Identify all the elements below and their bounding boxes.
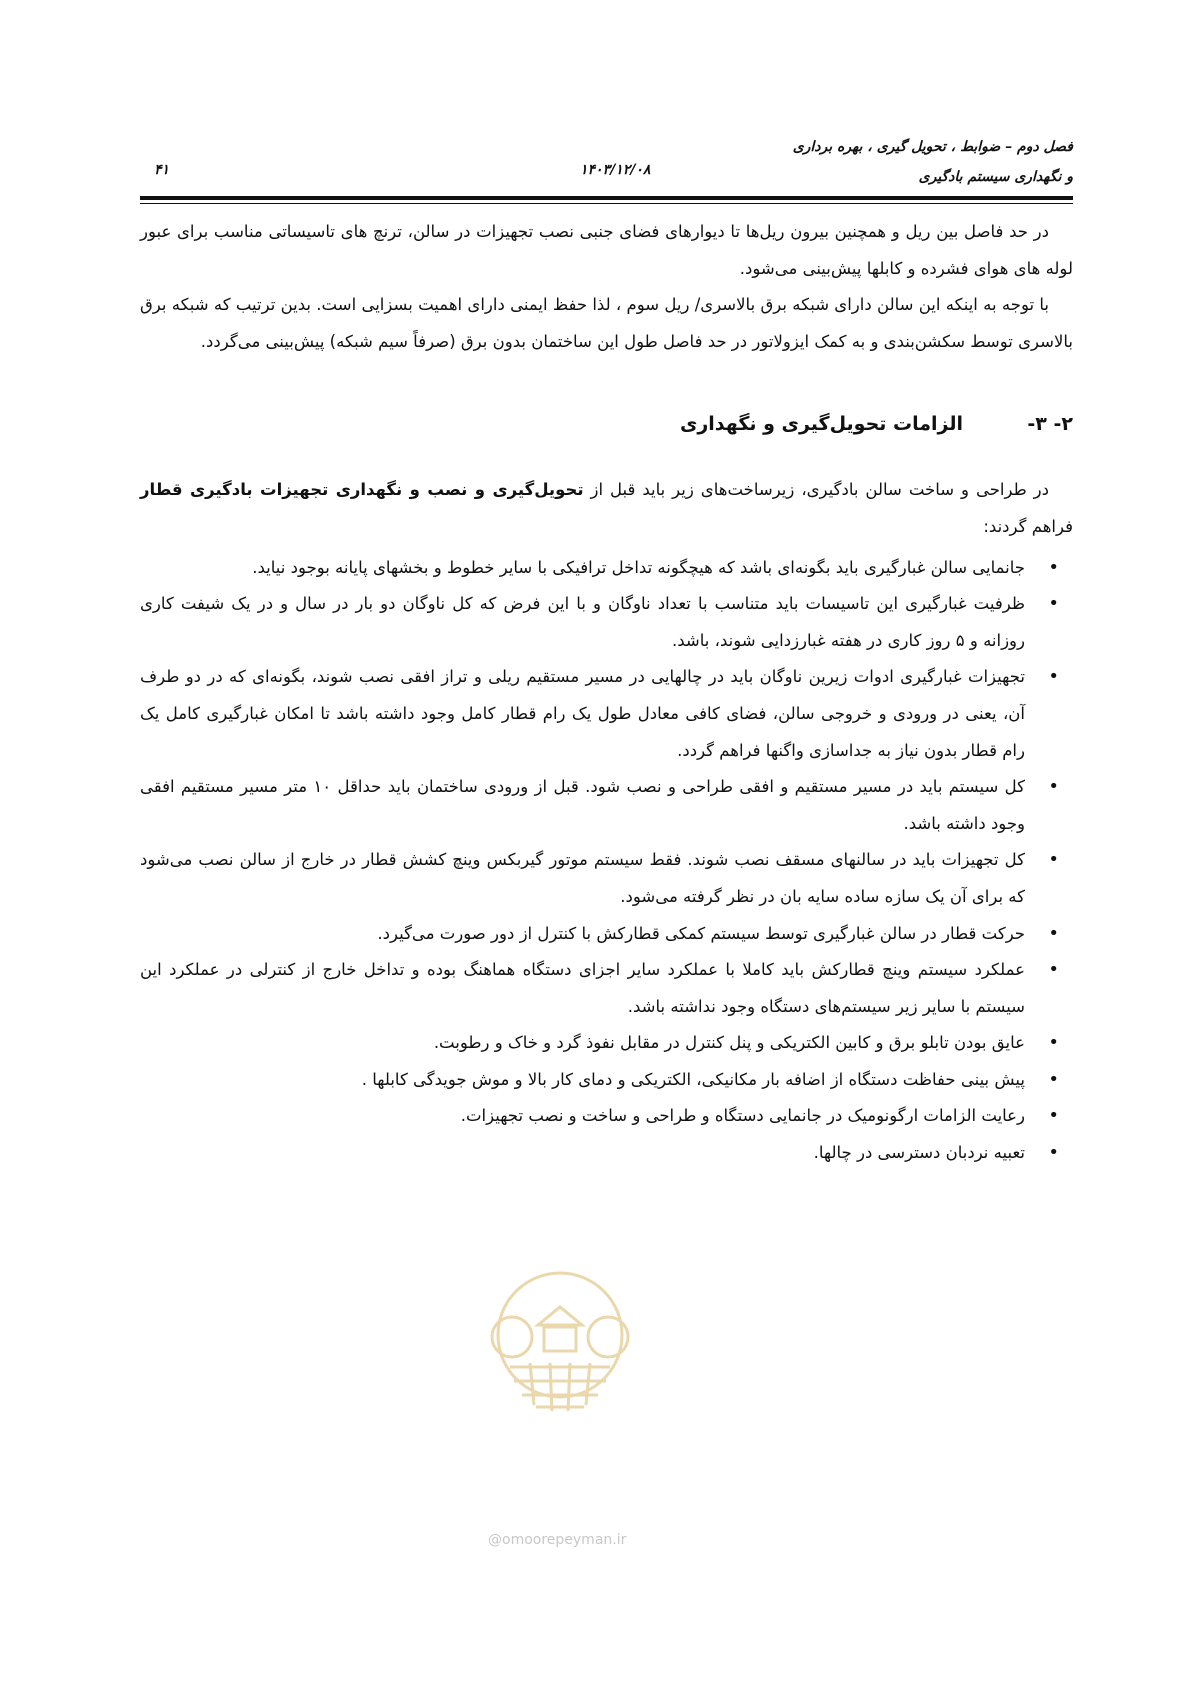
- paragraph-2: با توجه به اینکه این سالن دارای شبکه برق بالاسری/ ریل سوم ، لذا حفظ ایمنی دارای اهمیت بسزایی است. بدین ترتیب که شبکه برق بالاسری توسط سکشن‌بندی و به کمک ایزولاتور در حد فاصل طول این ساختمان بدون برق (صرفاً سیم شبکه) پیش‌بینی می‌گردد.: [140, 295, 1073, 351]
- section-number: ۲- ۳-: [1027, 413, 1073, 436]
- list-item: • تجهیزات غبارگیری ادوات زیرین ناوگان باید در چالهایی در مسیر مستقیم ریلی و تراز افقی نصب شوند، بگونه‌ای که در دو طرف آن، یعنی در ورودی و خروجی سالن، فضای کافی معادل طول یک رام قطار کامل وجود داشته باشد تا امکان غبارگیری کامل یک رام قطار بدون نیاز به جداسازی واگنها فراهم گردد.: [140, 659, 1025, 769]
- watermark-logo: [470, 1255, 650, 1445]
- running-header: [140, 124, 1073, 196]
- body-content: [140, 214, 1073, 1172]
- watermark-ring: [498, 1273, 622, 1397]
- paragraph-1: در حد فاصل بین ریل و همچنین بیرون ریل‌ها تا دیوارهای فضای جنبی نصب تجهیزات در سالن، ترنچ های تاسیساتی مناسب برای عبور لوله های هوای فشرده و کابلها پیش‌بینی می‌شود.: [140, 222, 1073, 278]
- intro-paragraph: [140, 472, 1073, 545]
- list-item: • عایق بودن تابلو برق و کابین الکتریکی و پنل کنترل در مقابل نفوذ گرد و خاک و رطوبت.: [140, 1025, 1025, 1062]
- list-item: • عملکرد سیستم وینچ قطارکش باید کاملا با عملکرد سایر اجزای دستگاه هماهنگ بوده و تداخل خارج از کنترلی در عملکرد این سیستم با سایر زیر سیستم‌های دستگاه وجود نداشته باشد.: [140, 952, 1025, 1025]
- list-item: • تعبیه نردبان دسترسی در چالها.: [140, 1135, 1025, 1172]
- header-title-line1: فصل دوم – ضوابط ، تحویل گیری ، بهره برداری: [792, 139, 1073, 155]
- section-title: الزامات تحویل‌گیری و نگهداری: [679, 413, 963, 436]
- intro-text-before: در طراحی و ساخت سالن بادگیری، زیرساخت‌های زیر باید قبل از: [583, 480, 1049, 500]
- list-item: • کل تجهیزات باید در سالنهای مسقف نصب شوند. فقط سیستم موتور گیربکس وینچ کشش قطار در خارج از سالن نصب می‌شود که برای آن یک سازه ساده سایه بان در نظر گرفته می‌شود.: [140, 842, 1025, 915]
- header-title: [793, 132, 1073, 192]
- requirements-list: [140, 550, 1073, 1172]
- header-rule-thin: [140, 203, 1073, 204]
- list-item: • پیش بینی حفاظت دستگاه از اضافه بار مکانیکی، الکتریکی و دمای کار بالا و موش جویدگی کابلها .: [140, 1062, 1025, 1099]
- list-item: • رعایت الزامات ارگونومیک در جانمایی دستگاه و طراحی و ساخت و نصب تجهیزات.: [140, 1098, 1025, 1135]
- intro-text-after: فراهم گردند:: [983, 516, 1073, 536]
- list-item: • کل سیستم باید در مسیر مستقیم و افقی طراحی و نصب شود. قبل از ورودی ساختمان باید حداقل ۱۰ متر مسیر مستقیم افقی وجود داشته باشد.: [140, 769, 1025, 842]
- page-number: ۴۱: [154, 162, 170, 178]
- watermark-url: @omoorepeyman.ir: [488, 1532, 627, 1548]
- section-heading: [140, 406, 1073, 442]
- watermark-roof: [538, 1307, 582, 1325]
- intro-text-bold: تحویل‌گیری و نصب و نگهداری تجهیزات بادگیری قطار: [140, 480, 584, 500]
- header-date: ۱۴۰۳/۱۲/۰۸: [580, 162, 651, 178]
- list-item: • ظرفیت غبارگیری این تاسیسات باید متناسب با تعداد ناوگان و با این فرض که کل ناوگان دو بار در سال و در یک شیفت کاری روزانه و ۵ روز کاری در هفته غبارزدایی شوند، باشد.: [140, 586, 1025, 659]
- list-item: • حرکت قطار در سالن غبارگیری توسط سیستم کمکی قطارکش با کنترل از دور صورت می‌گیرد.: [140, 916, 1025, 953]
- header-rule-thick: [140, 196, 1073, 200]
- list-item: • جانمایی سالن غبارگیری باید بگونه‌ای باشد که هیچگونه تداخل ترافیکی با سایر خطوط و بخشهای پایانه بوجود نیاید.: [140, 550, 1025, 587]
- header-title-line2: و نگهداری سیستم بادگیری: [918, 169, 1073, 185]
- watermark-building: [544, 1327, 576, 1351]
